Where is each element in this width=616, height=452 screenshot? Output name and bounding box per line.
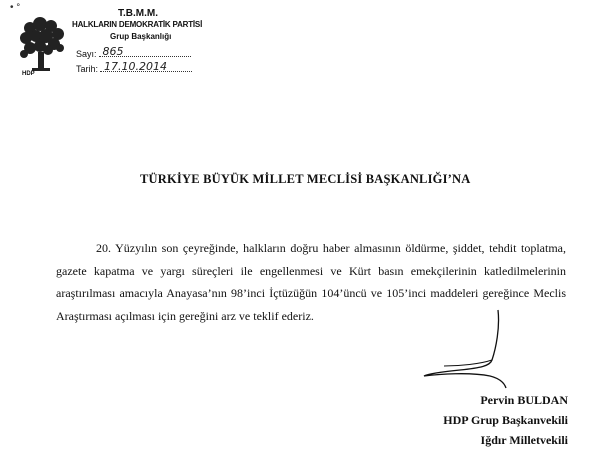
stamp-number-label: Sayı [76,49,95,59]
corner-mark: • ᐤ [10,2,21,13]
stamp-date-label: Tarih [76,64,96,74]
stamp-number-value: 865 [102,45,124,58]
stamp-group: Grup Başkanlığı [110,32,172,41]
handwritten-signature [420,308,510,390]
stamp-party: HALKLARIN DEMOKRATİK PARTİSİ [72,20,203,29]
signature-block [443,390,568,450]
stamp-date-row: Tarih: 17.10.2014 [76,61,192,74]
document-title: TÜRKİYE BÜYÜK MİLLET MECLİSİ BAŞKANLIĞI’NA [140,172,471,186]
logo-caption: HDP [22,71,35,77]
stamp-date-value: 17.10.2014 [104,60,168,73]
stamp-tbmm: T.B.M.M. [118,8,158,19]
signatory-constituency: Iğdır Milletvekili [480,433,568,447]
official-stamp [18,8,208,88]
signatory-name: Pervin BULDAN [480,393,568,407]
signatory-role: HDP Grup Başkanvekili [443,413,568,427]
document-body: 20. Yüzyılın son çeyreğinde, halkların doğru haber almasının öldürme, şiddet, tehdit toplatma, gazete kapatma ve yargı süreçleri ile engellenmesi ve Kürt basın emekçilerinin katledilmelerinin araştırılması amacıyla Anayasa’nın 98’inci İçtüzüğün 104’üncü ve 105’inci maddeleri gereğince Meclis Araştırması açılması için gereğini arz ve teklif ederiz. [56,241,566,323]
stamp-number-row: Sayı: 865 [76,46,191,59]
